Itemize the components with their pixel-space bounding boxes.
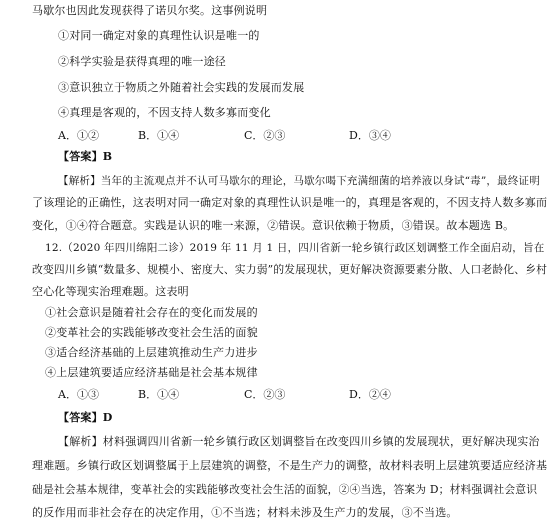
q11-analysis-line-2: 了该理论的正确性，这表明对同一确定对象的真理性认识是唯一的，真理是客观的，不因支持人数多寡而	[32, 196, 548, 209]
q12-option-a: A．①③	[58, 388, 99, 401]
q12-analysis-line-4: 的反作用而非社会存在的决定作用，①不当选；材料未涉及生产力的发展，③不当选。	[32, 506, 458, 519]
q11-analysis-line-1: 【解析】当年的主流观点并不认可马歇尔的理论，马歇尔喝下充满细菌的培养液以身试“毒”，最终证明	[58, 175, 540, 187]
q12-option-d: D．②④	[349, 388, 391, 401]
q12-stem-line-2: 改变四川乡镇“数量多、规模小、密度大、实力弱”的发展现状，更好解决资源要素分散、人口老龄化、乡村	[32, 263, 548, 276]
q11-option-d: D．③④	[349, 129, 391, 142]
q11-analysis-line-3: 变化，①④符合题意。实践是认识的唯一来源，②错误。意识依赖于物质，③错误。故本题选 B。	[32, 219, 515, 232]
q12-analysis-line-1: 【解析】材料强调四川省新一轮乡镇行政区划调整旨在改变四川乡镇的发展现状，更好解决现实治	[58, 435, 540, 448]
q12-item-2: ②变革社会的实践能够改变社会生活的面貌	[45, 326, 258, 339]
q12-stem-line-3: 空心化等现实治理难题。这表明	[32, 285, 189, 298]
q12-item-1: ①社会意识是随着社会存在的变化而发展的	[45, 306, 258, 319]
q11-item-4: ④真理是客观的，不因支持人数多寡而变化	[58, 106, 271, 119]
q12-stem-line-1: 12.（2020 年四川绵阳二诊）2019 年 11 月 1 日，四川省新一轮乡镇行政区划调整工作全面启动，旨在	[45, 242, 545, 254]
q11-option-c: C．②③	[244, 129, 286, 142]
q11-intro: 马歇尔也因此发现获得了诺贝尔奖。这事例说明	[32, 4, 268, 17]
q11-item-1: ①对同一确定对象的真理性认识是唯一的	[58, 29, 260, 42]
q12-answer: 【答案】D	[58, 411, 113, 424]
q11-answer: 【答案】B	[58, 150, 113, 163]
q12-options	[58, 388, 498, 402]
q11-item-2: ②科学实验是获得真理的唯一途径	[58, 55, 226, 68]
q12-item-4: ④上层建筑要适应经济基础是社会基本规律	[45, 366, 258, 379]
q12-analysis-line-3: 础是社会基本规律，变革社会的实践能够改变社会生活的面貌，②④当选，答案为 D；材料强调社会意识	[32, 483, 538, 496]
q11-options	[58, 129, 498, 143]
q11-item-3: ③意识独立于物质之外随着社会实践的发展而发展	[58, 81, 305, 94]
q12-option-c: C．②③	[244, 388, 286, 401]
q12-analysis-line-2: 理难题。乡镇行政区划调整属于上层建筑的调整，不是生产力的调整，故材料表明上层建筑要适应经济基	[32, 459, 548, 472]
q11-option-b: B．①④	[138, 129, 180, 142]
q12-item-3: ③适合经济基础的上层建筑推动生产力进步	[45, 346, 258, 359]
q11-option-a: A．①②	[58, 129, 99, 142]
q12-option-b: B．①④	[138, 388, 180, 401]
